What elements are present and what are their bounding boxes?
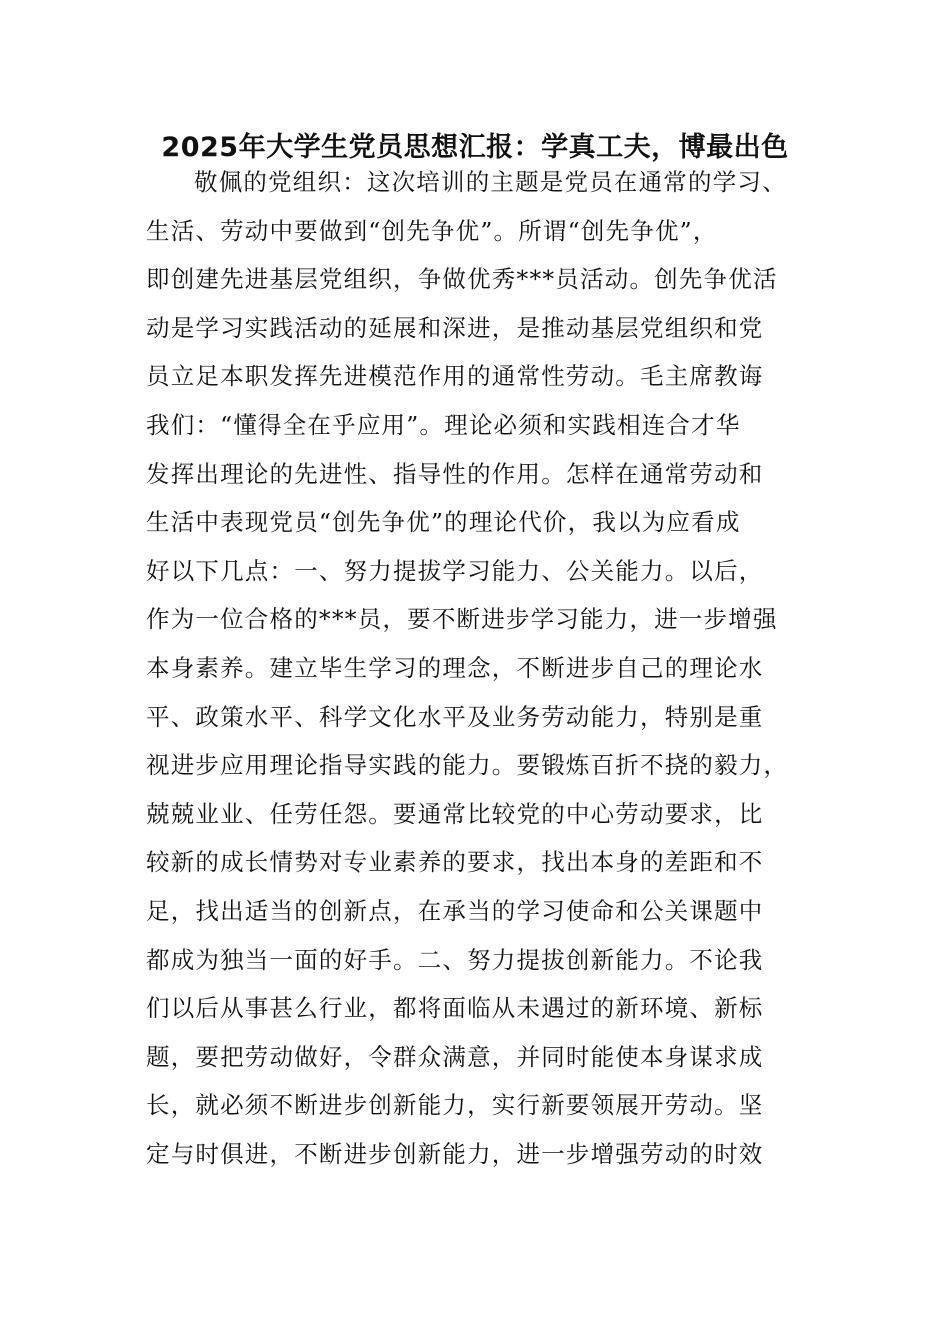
body-line: 都成为独当一面的好手。二、努力提拔创新能力。不论我 [146, 945, 764, 974]
body-line: 作为一位合格的***员，要不断进步学习能力，进一步增强 [146, 605, 778, 634]
body-line: 生活、劳动中要做到“创先争优”。所谓“创先争优”， [146, 216, 718, 245]
document-body [146, 158, 806, 1178]
body-line: 生活中表现党员“创先争优”的理论代价，我以为应看成 [146, 508, 741, 537]
body-line: 即创建先进基层党组织，争做优秀***员活动。创先争优活 [146, 265, 778, 294]
body-line: 动是学习实践活动的延展和深进，是推动基层党组织和党 [146, 313, 764, 342]
body-line: 定与时俱进，不断进步创新能力，进一步增强劳动的时效 [146, 1139, 764, 1168]
body-line: 我们：“懂得全在乎应用”。理论必须和实践相连合才华 [146, 410, 741, 439]
body-line: 较新的成长情势对专业素养的要求，找出本身的差距和不 [146, 848, 764, 877]
body-line: 平、政策水平、科学文化水平及业务劳动能力，特别是重 [146, 702, 764, 731]
body-line: 员立足本职发挥先进模范作用的通常性劳动。毛主席教诲 [146, 362, 764, 391]
document-title: 2025年大学生党员思想汇报：学真工夫，博最出色 [161, 132, 789, 163]
body-line: 长，就必须不断进步创新能力，实行新要领展开劳动。坚 [146, 1091, 764, 1120]
body-line: 本身素养。建立毕生学习的理念，不断进步自己的理论水 [146, 653, 764, 682]
body-line: 们以后从事甚么行业，都将面临从未遇过的新环境、新标 [146, 994, 764, 1023]
body-line: 好以下几点：一、努力提拔学习能力、公关能力。以后， [146, 556, 764, 585]
body-line: 敬佩的党组织：这次培训的主题是党员在通常的学习、 [194, 168, 787, 196]
body-line: 视进步应用理论指导实践的能力。要锻炼百折不挠的毅力， [146, 751, 789, 780]
body-line: 足，找出适当的创新点，在承当的学习使命和公关课题中 [146, 896, 764, 925]
body-line: 发挥出理论的先进性、指导性的作用。怎样在通常劳动和 [146, 459, 764, 488]
body-line: 题，要把劳动做好，令群众满意，并同时能使本身谋求成 [146, 1042, 764, 1071]
body-line: 兢兢业业、任劳任怨。要通常比较党的中心劳动要求，比 [146, 799, 764, 828]
